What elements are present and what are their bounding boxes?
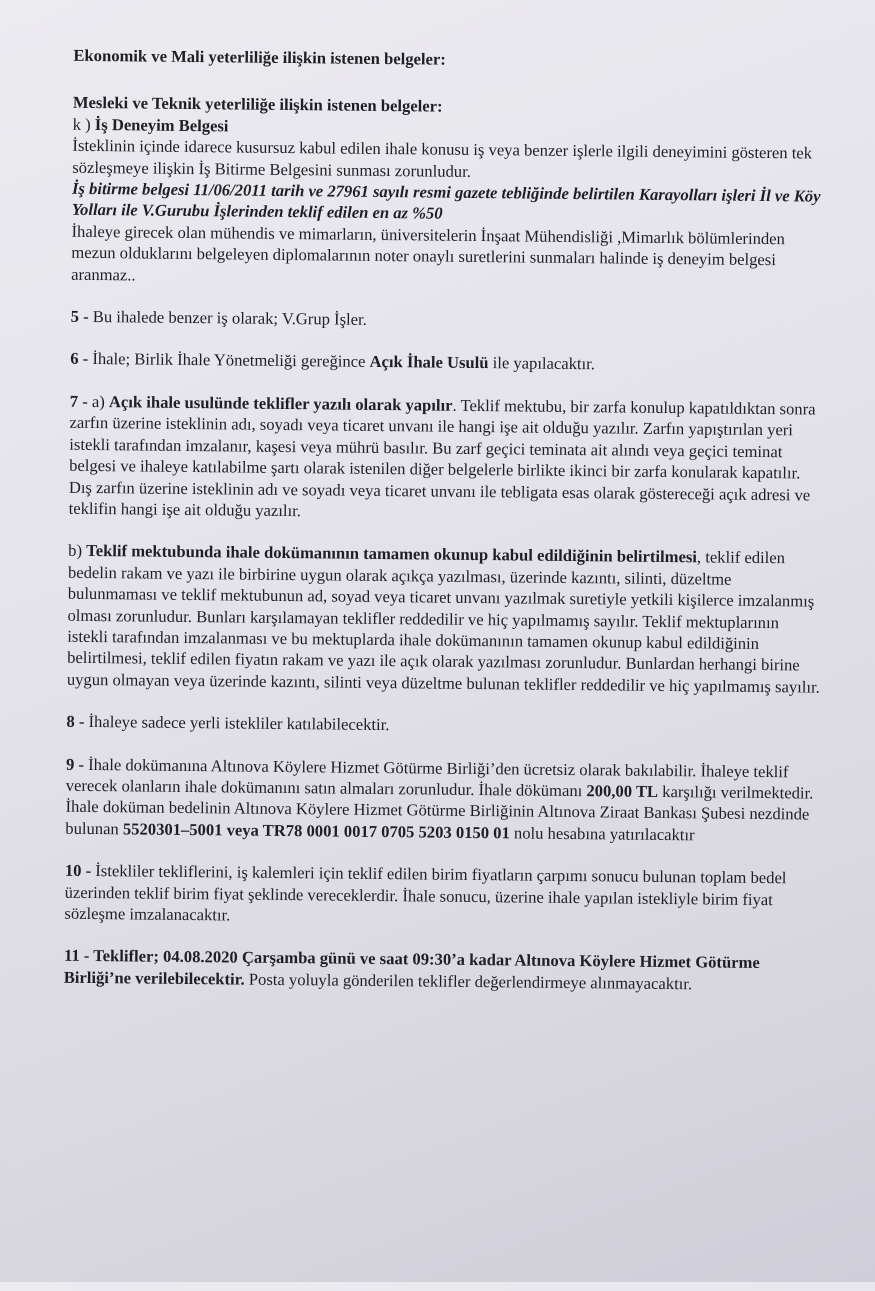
section-9-text-b: karşılığı verilmektedir. İhale doküman bedelinin Altınova Köylere Hizmet Götürme Birliğinin Altınova Ziraat Bankası Şubesi nezdinde bulunan — [65, 781, 814, 839]
section-9 — [65, 753, 821, 847]
section-5-text: Bu ihalede benzer iş olarak; V.Grup İşler. — [92, 307, 367, 329]
professional-qualification-heading: Mesleki ve Teknik yeterliliğe ilişkin istenen belgeler: — [72, 93, 443, 117]
section-6-bold: Açık İhale Usulü — [369, 352, 489, 373]
section-9-amount: 200,00 TL — [586, 781, 659, 801]
section-7b-bold: Teklif mektubunda ihale dokümanının tamamen okunup kabul edildiğinin belirtilmesi — [86, 541, 698, 567]
section-5 — [71, 306, 826, 335]
section-k-paragraph-1: İsteklinin içinde idarece kusursuz kabul edilen ihale konusu iş veya benzer işlerle ilgili deneyimini gösteren tek sözleşmeye ilişkin İş Bitirme Belgesini sunması zorunludur. — [72, 135, 813, 181]
section-10 — [64, 860, 820, 932]
economic-qualification-heading: Ekonomik ve Mali yeterliliğe ilişkin istenen belgeler: — [73, 45, 446, 69]
section-11-bold: 11 - Teklifler; 04.08.2020 Çarşamba günü ve saat 09:30’a kadar Altınova Köylere Hizmet Götürme Birliği’ne verilebilecektir. — [63, 946, 760, 989]
section-10-text: İstekliler tekliflerini, iş kalemleri için teklif edilen birim fiyatların çarpımı sonucu bulunan toplam bedel üzerinden teklif birim fiyat şeklinde vereceklerdir. İhale sonucu, üzerine ihale yapılan istekliyle birim fiyat sözleşme imzalanacaktır. — [64, 861, 787, 925]
section-7b-text: , teklif edilen bedelin rakam ve yazı ile birbirine uygun olarak açıkça yazılması, üzerinde kazıntı, silinti, düzeltme bulunmaması ve teklif mektubunun ad, soyad veya ticaret unvanı yazılmak suretiyle yetkili kişilerce imzalanmış olması zorunludur. Bunları karşılamayan teklifler reddedilir ve hiç yapılmamış sayılır. Teklif mektuplarının istekli tarafından imzalanması ve bu mektuplarda ihale dokümanının tamamen okunup kabul edildiğinin belirtilmesi, teklif edilen fiyatın rakam ve yazı ile açık olarak yazılması zorunludur. Bunlardan herhangi birine uygun olmayan veya üzerinde kazıntı, silinti veya düzeltme bulunan teklifler reddedilir ve hiç yapılmamış sayılır. — [66, 547, 820, 697]
section-k-paragraph-2: İş bitirme belgesi 11/06/2011 tarih ve 27961 sayılı resmi gazete tebliğinde belirtilen Karayolları işleri İl ve Köy Yolları ile V.Gurubu İşlerinden teklif edilen en az %50 — [71, 178, 821, 224]
section-7a-prefix: a) — [91, 391, 110, 412]
section-9-text-a: İhale dokümanına Altınova Köylere Hizmet Götürme Birliği’den ücretsiz olarak bakılabilir. İhaleye teklif verecek olanların ihale dokümanını satın almaları zorunludur. İhale dökümanı — [65, 754, 789, 801]
section-11-text: Posta yoluyla gönderilen teklifler değerlendirmeye alınmayacaktır. — [244, 969, 693, 994]
section-k-title-text: İş Deneyim Belgesi — [94, 114, 229, 136]
section-9-number: 9 - — [65, 754, 89, 774]
section-k-paragraph-3: İhaleye girecek olan mühendis ve mimarların, üniversitelerin İnşaat Mühendisliği ,Mimarlık bölümlerinden mezun olduklarını belgeleyen diplomalarının noter onaylı suretlerini sunmaları halinde iş deneyim belgesi aranmaz.. — [71, 221, 785, 285]
section-7a-text: . Teklif mektubu, bir zarfa konulup kapatıldıktan sonra zarfın üzerine isteklinin adı, soyadı veya ticaret unvanı ile hangi işe ait olduğu yazılır. Zarfın yapıştırılan yeri istekli tarafından imzalanır, kaşesi veya mührü basılır. Bu zarf geçici teminata ait alındı veya geçici teminat belgesi ve ihaleye katılabilme şartı olarak istenilen diğer belgelerle birlikte ikinci bir zarfa konularak kapatılır. Dış zarfın üzerine isteklinin adı ve soyadı veya ticaret unvanı ile tebligata esas olarak göstereceği açık adresi ve teklifin hangi işe ait olduğu yazılır. — [68, 395, 816, 521]
section-8-number: 8 - — [66, 711, 89, 732]
section-6-text-a: İhale; Birlik İhale Yönetmeliği gereğince — [92, 349, 370, 372]
section-6-number: 6 - — [70, 349, 93, 369]
section-k — [71, 135, 828, 293]
section-9-text-c: nolu hesabına yatırılacaktır — [509, 823, 695, 845]
section-k-prefix: k ) — [72, 114, 95, 134]
section-7a — [69, 391, 825, 527]
section-8 — [66, 711, 821, 740]
section-5-number: 5 - — [70, 306, 93, 327]
section-10-number: 10 - — [64, 860, 96, 881]
section-8-text: İhaleye sadece yerli istekliler katılabilecektir. — [88, 712, 390, 735]
section-9-account: 5520301–5001 veya TR78 0001 0017 0705 5203 0150 01 — [122, 819, 510, 843]
section-6-text-b: ile yapılacaktır. — [488, 353, 596, 374]
section-7-number: 7 - — [69, 391, 93, 411]
section-7b-prefix: b) — [68, 541, 87, 561]
section-11 — [64, 945, 819, 996]
section-6 — [70, 348, 825, 377]
section-7b — [67, 540, 824, 698]
section-7a-bold: Açık ihale usulünde teklifler yazılı olarak yapılır — [108, 392, 453, 415]
